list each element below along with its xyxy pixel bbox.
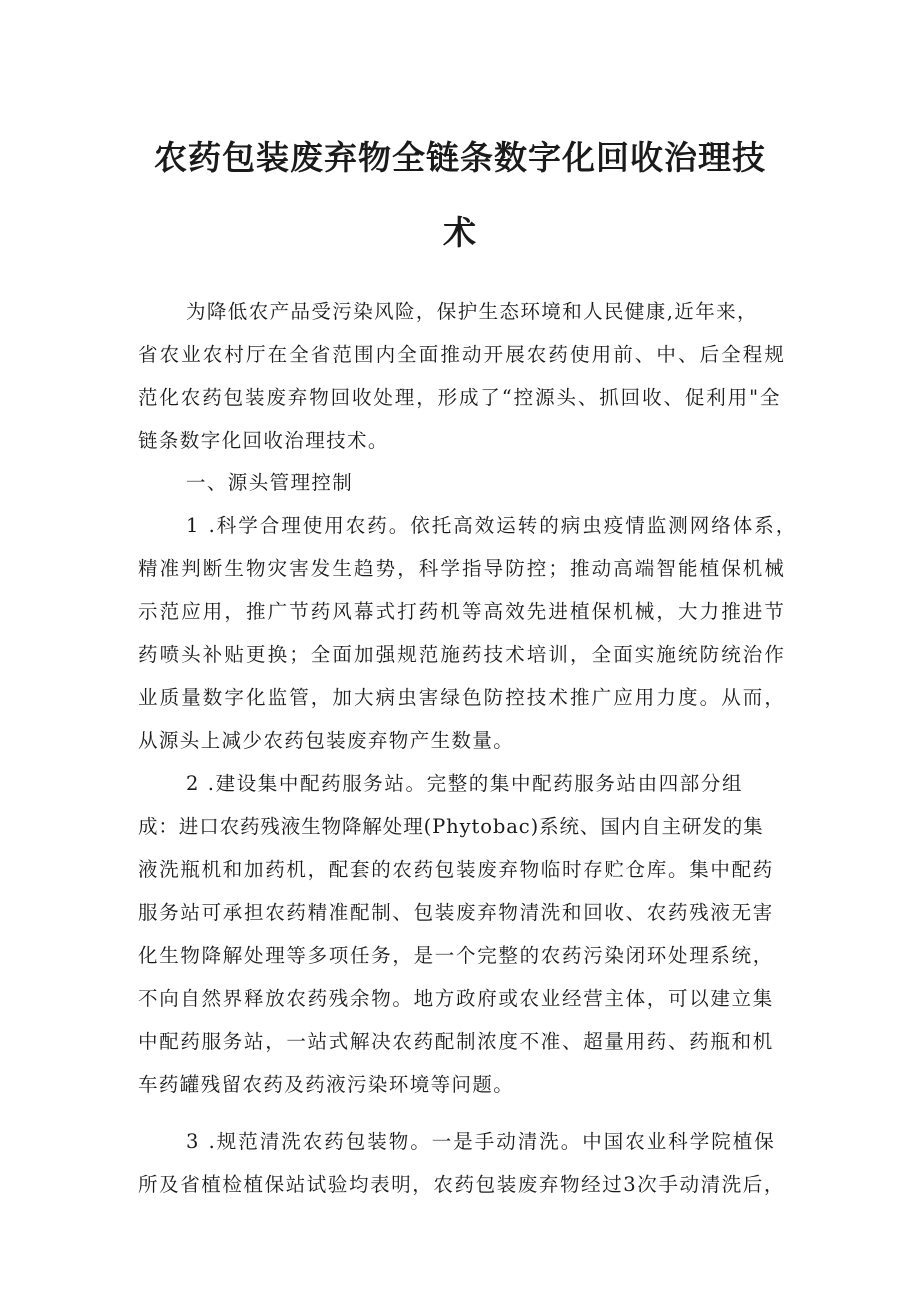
item2-line-5: 化生物降解处理等多项任务，是一个完整的农药污染闭环处理系统， [138,944,775,967]
section-heading-source-control: 一、源头管理控制 [186,471,354,494]
item1-line-6: 从源头上减少农药包装废弃物产生数量。 [138,729,515,752]
item2-line-3: 液洗瓶机和加药机，配套的农药包装废弃物临时存贮仓库。集中配药 [138,858,775,881]
intro-line-2: 省农业农村厅在全省范围内全面推动开展农药使用前、中、后全程规 [138,343,787,366]
intro-line-1: 为降低农产品受污染风险，保护生态环境和人民健康,近年来， [186,300,758,323]
item3-line-2: 所及省植检植保站试验均表明，农药包装废弃物经过3次手动清洗后， [138,1173,786,1196]
item2-line-1: 2 .建设集中配药服务站。完整的集中配药服务站由四部分组 [186,772,744,795]
item2-line-8: 车药罐残留农药及药液污染环境等问题。 [138,1073,515,1096]
intro-line-4: 链条数字化回收治理技术。 [138,429,389,452]
item1-line-4: 药喷头补贴更换；全面加强规范施药技术培训，全面实施统防统治作 [138,643,787,666]
item1-line-3: 示范应用，推广节药风幕式打药机等高效先进植保机械，大力推进节 [138,600,787,623]
item2-line-4: 服务站可承担农药精准配制、包装废弃物清洗和回收、农药残液无害 [138,901,775,924]
document-title-line-1: 农药包装废弃物全链条数字化回收治理技 [154,138,766,177]
item2-line-6: 不向自然界释放农药残余物。地方政府或农业经营主体，可以建立集 [138,987,775,1010]
item1-line-5: 业质量数字化监管，加大病虫害绿色防控技术推广应用力度。从而， [138,686,787,709]
intro-line-3: 范化农药包装废弃物回收处理，形成了“控源头、抓回收、促利用"全 [138,386,782,409]
document-title-line-2: 术 [443,213,477,252]
item1-line-2: 精准判断生物灾害发生趋势，科学指导防控；推动高端智能植保机械 [138,557,787,580]
item3-line-1: 3 .规范清洗农药包装物。一是手动清洗。中国农业科学院植保 [186,1130,776,1153]
item2-line-2: 成：进口农药残液生物降解处理(Phytobac)系统、国内自主研发的集 [138,815,764,838]
item2-line-7: 中配药服务站，一站式解决农药配制浓度不准、超量用药、药瓶和机 [138,1030,775,1053]
item1-line-1: 1 .科学合理使用农药。依托高效运转的病虫疫情监测网络体系， [186,514,798,537]
